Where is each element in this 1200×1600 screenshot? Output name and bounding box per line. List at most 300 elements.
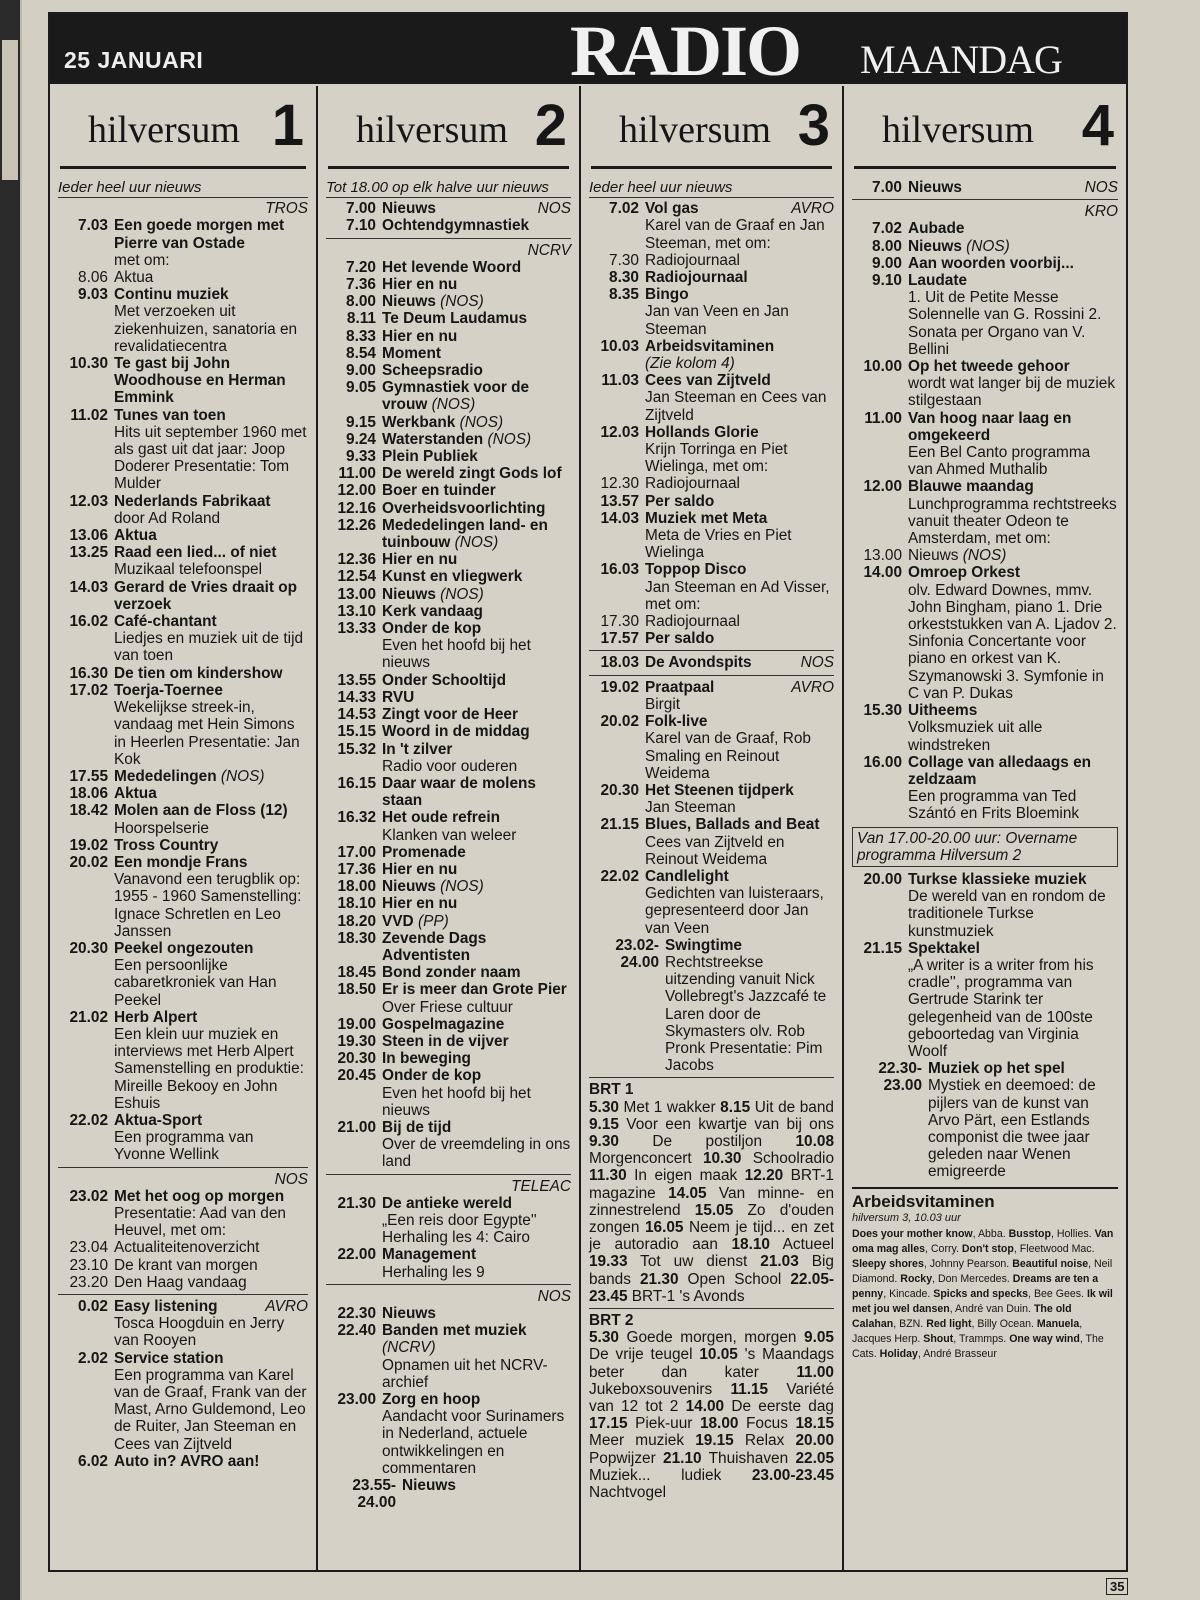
- relay-note: Van 17.00-20.00 uur: Overname programma Hilversum 2: [852, 827, 1118, 867]
- program-title: Toerja-Toernee: [114, 681, 223, 699]
- program-info: [382, 981, 571, 1015]
- program-title-line: [382, 913, 571, 930]
- program-entry: [326, 586, 571, 603]
- program-title: Raad een lied... of niet: [114, 544, 277, 562]
- song-artist: , Trammps.: [953, 1332, 1010, 1345]
- program-title: Hollands Glorie: [645, 423, 759, 441]
- program-info: [382, 1016, 571, 1033]
- program-info: [382, 913, 571, 930]
- program-info: [114, 1112, 308, 1164]
- program-entry: [589, 475, 834, 492]
- program-title: Candlelight: [645, 867, 729, 885]
- program-time: 11.00: [864, 409, 902, 427]
- song-artist: , The Cats.: [852, 1332, 1104, 1360]
- column-header: [591, 86, 832, 169]
- program-broadcaster: (NCRV): [382, 1339, 436, 1357]
- program-entry: [852, 754, 1118, 823]
- brt-program: Tot uw dienst: [627, 1253, 761, 1271]
- program-entry: [58, 682, 308, 768]
- program-time: 14.03: [69, 578, 108, 596]
- program-title: Blauwe maandag: [908, 478, 1034, 496]
- program-title: Nieuws: [402, 1477, 456, 1495]
- program-description: „A writer is a writer from his cradle'', programma van Gertrude Starink ter gelegenheid van de 100ste geboortedag van Virginia Woolf: [908, 956, 1094, 1060]
- song-artist: , Bee Gees.: [1028, 1287, 1087, 1300]
- program-entry: [852, 410, 1118, 479]
- program-entry: [589, 937, 834, 1075]
- program-title-line: [645, 200, 834, 217]
- brt-program: Nachtvogel: [589, 1484, 666, 1502]
- program-entry: [58, 407, 308, 493]
- program-entry: [326, 861, 571, 878]
- program-time: 18.00: [337, 878, 376, 896]
- song-artist: , André van Duin.: [949, 1302, 1034, 1315]
- program-broadcaster: NOS: [800, 654, 834, 672]
- divider: [326, 238, 571, 239]
- program-title: Het Steenen tijdperk: [645, 781, 794, 799]
- program-description: Presentatie: Aad van den Heuvel, met om:: [114, 1204, 286, 1240]
- program-time: 20.30: [337, 1050, 376, 1068]
- divider: [589, 650, 834, 651]
- program-time: 23.20: [69, 1273, 108, 1291]
- program-title: Daar waar de molens staan: [382, 774, 536, 810]
- program-description: Een programma van Karel van de Graaf, Frank van der Mast, Arno Guldemond, Leo de Ruiter, Jan Steeman en Cees van Zijtveld: [114, 1366, 307, 1453]
- program-entry: [58, 1350, 308, 1453]
- program-title: De krant van morgen: [114, 1256, 258, 1274]
- program-title-line: [382, 414, 571, 431]
- brt-time: 9.05: [804, 1329, 834, 1347]
- program-info: [382, 500, 571, 517]
- program-title: Easy listening: [114, 1298, 218, 1315]
- brt2-schedule: [589, 1312, 834, 1501]
- song-title: Rocky: [900, 1272, 933, 1285]
- program-entry: [589, 252, 834, 269]
- program-entry: [58, 1453, 308, 1470]
- radio-guide-page: [48, 12, 1128, 1572]
- program-title: Aubade: [908, 220, 965, 238]
- program-time: 21.00: [337, 1118, 376, 1136]
- program-title: De wereld zingt Gods lof: [382, 465, 562, 483]
- program-title: Per saldo: [645, 630, 715, 648]
- program-title-line: [382, 517, 571, 551]
- program-title-line: [114, 1453, 308, 1470]
- program-info: [645, 654, 834, 671]
- song-title: The old Calahan: [852, 1302, 1072, 1330]
- program-title-line: [645, 561, 834, 578]
- program-entry: [326, 345, 571, 362]
- program-time: 13.25: [69, 544, 108, 562]
- news-note: Ieder heel uur nieuws: [58, 179, 308, 198]
- brt-program: Big bands: [589, 1253, 834, 1288]
- program-time: 7.00: [346, 200, 376, 218]
- program-info: [908, 702, 1118, 754]
- program-time: 18.30: [337, 929, 376, 947]
- program-entry: [326, 809, 571, 843]
- program-info: [645, 561, 834, 613]
- program-description: Hits uit september 1960 met als gast uit dat jaar: Joop Doderer Presentatie: Tom Mulder: [114, 423, 307, 493]
- program-info: [645, 372, 834, 424]
- program-title: Hier en nu: [382, 551, 458, 569]
- program-info: [382, 448, 571, 465]
- program-entry: [58, 665, 308, 682]
- program-entry: [852, 940, 1118, 1060]
- program-entry: [58, 579, 308, 613]
- program-title-line: [908, 255, 1118, 272]
- program-entry: [852, 255, 1118, 272]
- program-broadcaster: (NOS): [220, 767, 265, 785]
- program-title-line: [645, 475, 834, 492]
- program-time: 11.02: [70, 406, 108, 424]
- program-time: 21.15: [863, 939, 902, 957]
- program-entry: [326, 1477, 571, 1511]
- program-info: [382, 293, 571, 310]
- program-description: Jan Steeman: [645, 799, 736, 817]
- program-description: Een Bel Canto programma van Ahmed Muthalib: [908, 444, 1091, 479]
- program-title: Radiojournaal: [645, 251, 740, 269]
- program-title-line: [645, 713, 834, 730]
- brt-program: Thuishaven: [701, 1449, 796, 1467]
- program-info: [114, 940, 308, 1009]
- program-title: Hier en nu: [382, 276, 458, 294]
- program-info: [114, 837, 308, 854]
- program-title: Boer en tuinder: [382, 482, 496, 500]
- program-time: 16.02: [69, 613, 108, 631]
- program-title-line: [908, 564, 1118, 581]
- page-number: 35: [1106, 1578, 1128, 1595]
- program-entry: [326, 895, 571, 912]
- program-entry: [852, 179, 1118, 196]
- program-entry: [58, 355, 308, 407]
- program-entry: [852, 702, 1118, 754]
- program-time: 9.10: [872, 272, 902, 290]
- program-info: [382, 1305, 571, 1322]
- program-entry: [589, 424, 834, 476]
- program-entry: [852, 1060, 1118, 1180]
- song-list: [852, 1227, 1118, 1362]
- brt-program: Focus: [738, 1415, 796, 1433]
- program-entry: [326, 620, 571, 672]
- program-time: 12.16: [337, 499, 376, 517]
- program-title: Tross Country: [114, 836, 219, 854]
- program-time: 15.32: [337, 740, 376, 758]
- program-info: [114, 1298, 308, 1350]
- program-entry: [589, 561, 834, 613]
- program-info: [645, 868, 834, 937]
- program-title-line: [645, 269, 834, 286]
- program-title-line: [382, 895, 571, 912]
- program-title-line: [645, 816, 834, 833]
- song-artist: , André Brasseur: [917, 1347, 997, 1360]
- program-title-line: [645, 679, 834, 696]
- column-header: [328, 86, 569, 169]
- program-title-line: [382, 1322, 571, 1339]
- program-time: 17.36: [337, 860, 376, 878]
- brt-program: Jukeboxsouvenirs: [589, 1380, 731, 1398]
- program-entry: [58, 269, 308, 286]
- program-broadcaster: (NOS): [440, 293, 484, 311]
- program-description: De wereld van en rondom de traditionele Turkse kunstmuziek: [908, 888, 1106, 940]
- program-title: Promenade: [382, 843, 466, 861]
- program-title: Een goede morgen met Pierre van Ostade: [114, 217, 285, 252]
- program-info: [382, 310, 571, 327]
- program-entry: [326, 482, 571, 499]
- program-title-line: [908, 702, 1118, 719]
- program-title: Laudate: [908, 272, 968, 290]
- brt-time: 10.30: [702, 1150, 742, 1168]
- program-time: 10.03: [600, 337, 639, 355]
- program-title-line: [645, 868, 834, 885]
- program-entry: [852, 238, 1118, 255]
- program-entry: [58, 1009, 308, 1112]
- program-description: Gedichten van luisteraars, gepresenteerd door Jan van Veen: [645, 885, 824, 937]
- program-info: [908, 220, 1118, 237]
- program-broadcaster: AVRO: [791, 678, 834, 696]
- program-info: [114, 579, 308, 613]
- program-info: [382, 861, 571, 878]
- brt-program: Variété van 12 tot 2: [589, 1380, 834, 1416]
- program-time: 12.00: [337, 482, 376, 500]
- program-title: Hier en nu: [382, 327, 458, 345]
- program-time: 18.45: [337, 964, 376, 982]
- song-title: One way wind: [1009, 1332, 1080, 1345]
- brt-time: 11.15: [730, 1380, 769, 1398]
- song-title: Does your mother know: [852, 1227, 973, 1240]
- program-entry: [326, 276, 571, 293]
- program-description: Een programma van Yvonne Wellink: [114, 1129, 254, 1164]
- program-entry: [58, 1298, 308, 1350]
- program-title-line: [382, 775, 571, 809]
- song-title: Van oma mag alles: [852, 1227, 1114, 1255]
- program-title: Het levende Woord: [382, 258, 522, 276]
- banner: [50, 11, 1126, 91]
- program-entry: [326, 431, 571, 448]
- program-title: Zingt voor de Heer: [382, 706, 518, 724]
- program-title: RVU: [382, 688, 415, 706]
- program-broadcaster: (NOS): [440, 878, 484, 896]
- brt-program: Met 1 wakker: [618, 1098, 721, 1116]
- brt-time: 5.30: [589, 1329, 619, 1347]
- program-broadcaster: (NOS): [431, 396, 476, 414]
- program-description: „Een reis door Egypte'' Herhaling les 4: Cairo: [382, 1211, 537, 1247]
- program-title-line: [382, 200, 571, 217]
- program-title: Café-chantant: [114, 613, 217, 631]
- program-info: [382, 809, 571, 843]
- program-info: [908, 238, 1118, 255]
- program-title-line: [645, 654, 834, 671]
- song-artist: , Abba.: [972, 1227, 1009, 1240]
- program-entry: [58, 1188, 308, 1240]
- program-title-line: [114, 1350, 308, 1367]
- program-title: Radiojournaal: [645, 269, 748, 287]
- program-title-line: [645, 510, 834, 527]
- program-description: door Ad Roland: [114, 509, 221, 527]
- program-title: De antieke wereld: [382, 1194, 513, 1212]
- program-entry: [852, 547, 1118, 564]
- program-title-line: [908, 410, 1118, 444]
- program-info: [114, 613, 308, 665]
- program-description: Opnamen uit het NCRV-archief: [382, 1356, 548, 1391]
- program-entry: [326, 1033, 571, 1050]
- program-info: [114, 854, 308, 940]
- program-description: Radio voor ouderen: [382, 757, 518, 775]
- program-description: Over de vreemdeling in ons land: [382, 1136, 571, 1171]
- program-entry: [58, 940, 308, 1009]
- brt-program: Actueel: [769, 1236, 834, 1254]
- program-title-line: [908, 478, 1118, 495]
- program-time: 11.00: [338, 465, 376, 483]
- program-time: 15.15: [337, 723, 376, 741]
- program-title-line: [382, 809, 571, 826]
- brt-time: 11.30: [589, 1167, 627, 1185]
- program-title-line: [114, 940, 308, 957]
- program-entry: [589, 816, 834, 868]
- brt-program: Open School: [678, 1270, 791, 1288]
- program-entry: [326, 328, 571, 345]
- program-title: Er is meer dan Grote Pier: [382, 981, 567, 999]
- song-artist: , Johnny Pearson.: [923, 1257, 1013, 1270]
- program-info: [645, 630, 834, 647]
- program-title: Molen aan de Floss (12): [114, 802, 288, 820]
- program-time: 6.02: [78, 1452, 108, 1470]
- program-time: 23.00: [337, 1391, 376, 1409]
- program-title-line: [114, 269, 308, 286]
- program-entry: [326, 981, 571, 1015]
- program-time: 7.30: [609, 251, 639, 269]
- program-time: 16.03: [600, 561, 639, 579]
- program-info: [114, 269, 308, 286]
- program-title: Zorg en hoop: [382, 1391, 481, 1409]
- program-title-line: [114, 1257, 308, 1274]
- program-entry: [58, 1274, 308, 1291]
- program-description: Tosca Hoogduin en Jerry van Rooyen: [114, 1315, 285, 1350]
- program-time: 20.30: [600, 781, 639, 799]
- program-title: Praatpaal: [645, 678, 715, 696]
- program-title: Vol gas: [645, 200, 699, 218]
- program-title-line: [382, 448, 571, 465]
- program-info: [114, 665, 308, 682]
- program-entry: [58, 854, 308, 940]
- program-info: [382, 895, 571, 912]
- program-info: [382, 431, 571, 448]
- program-title: VVD: [382, 912, 414, 930]
- program-time: 7.10: [346, 217, 376, 235]
- program-title-line: [382, 672, 571, 689]
- column-header: [854, 86, 1116, 169]
- program-title-line: [382, 293, 571, 310]
- program-time: 8.11: [346, 310, 376, 328]
- song-title: Busstop: [1008, 1227, 1051, 1240]
- program-title-line: [382, 603, 571, 620]
- program-info: [382, 878, 571, 895]
- program-title-line: [114, 493, 308, 510]
- program-title-line: [645, 630, 834, 647]
- program-title-line: [114, 613, 308, 630]
- program-title-line: [908, 238, 1118, 255]
- program-entry: [326, 706, 571, 723]
- program-info: [382, 465, 571, 482]
- program-description: Aandacht voor Surinamers in Nederland, actuele ontwikkelingen en commentaren: [382, 1408, 565, 1477]
- program-title: Woord in de middag: [382, 723, 530, 741]
- program-time: 14.03: [600, 509, 639, 527]
- program-description: Herhaling les 9: [382, 1263, 485, 1281]
- station-name: hilversum: [882, 109, 1034, 151]
- song-title: Holiday: [879, 1347, 918, 1360]
- program-title-line: [382, 431, 571, 448]
- brt-time: 14.00: [685, 1398, 725, 1416]
- program-entry: [326, 1016, 571, 1033]
- song-title: Manuela: [1036, 1317, 1080, 1330]
- program-title-line: [382, 723, 571, 740]
- program-entry: [58, 217, 308, 269]
- program-title-line: [382, 1067, 571, 1084]
- broadcaster-label: NOS: [274, 1170, 308, 1188]
- program-description: olv. Edward Downes, mmv. John Bingham, piano 1. Drie orkeststukken van A. Ljadov 2. Sinfonia Concertante voor piano en orkest van K. Szymanowski 3. Symfonie in C van P. Dukas: [908, 581, 1117, 702]
- program-info: [382, 1050, 571, 1067]
- program-entry: [326, 603, 571, 620]
- program-entry: [326, 362, 571, 379]
- program-entry: [58, 1239, 308, 1256]
- program-info: [645, 424, 834, 476]
- program-entry: [326, 1067, 571, 1119]
- program-title-line: [114, 217, 308, 251]
- divider: [326, 1174, 571, 1175]
- program-entry: [589, 372, 834, 424]
- program-title-line: [645, 286, 834, 303]
- program-time: 8.00: [346, 293, 376, 311]
- song-artist: , Neil Diamond.: [852, 1257, 1113, 1285]
- song-artist: , Jacques Herp.: [852, 1317, 1083, 1345]
- program-entry: [326, 775, 571, 809]
- program-description: Krijn Torringa en Piet Wielinga, met om:: [645, 441, 788, 476]
- program-time: 13.57: [600, 492, 639, 510]
- brt-time: 16.05: [644, 1218, 684, 1236]
- column-body: [581, 169, 842, 1501]
- program-time: 21.30: [337, 1194, 376, 1212]
- program-broadcaster: NOS: [1084, 179, 1118, 196]
- program-entry: [326, 1322, 571, 1391]
- program-info: [114, 1274, 308, 1291]
- program-title-line: [114, 1009, 308, 1026]
- song-artist: , Hollies.: [1050, 1227, 1095, 1240]
- program-title-line: [382, 741, 571, 758]
- program-title: In 't zilver: [382, 740, 453, 758]
- column-hilversum-1: [50, 86, 316, 1570]
- brt-time: 9.30: [589, 1132, 619, 1150]
- brt-program: Goede morgen, morgen: [618, 1329, 805, 1347]
- program-title-line: [645, 252, 834, 269]
- program-title: Een mondje Frans: [114, 853, 248, 871]
- program-broadcaster: NOS: [537, 200, 571, 218]
- program-title: Gymnastiek voor de vrouw: [382, 379, 530, 414]
- program-title-line: [908, 358, 1118, 375]
- program-entry: [326, 1119, 571, 1171]
- program-title: Nieuws: [382, 200, 436, 218]
- divider: [852, 199, 1118, 200]
- program-time: 14.00: [863, 564, 902, 582]
- program-title-line: [382, 1246, 571, 1263]
- program-time: 18.42: [69, 802, 108, 820]
- program-title-line: [114, 1239, 308, 1256]
- program-entry: [326, 1195, 571, 1247]
- program-time: 7.03: [78, 217, 108, 235]
- program-title-line: [382, 276, 571, 293]
- program-title-line: [645, 782, 834, 799]
- program-info: [645, 252, 834, 269]
- brt-time: 18.15: [795, 1415, 834, 1433]
- program-time: 22.02: [600, 867, 639, 885]
- song-title: Beautiful noise: [1012, 1257, 1089, 1270]
- brt-time: 5.30: [589, 1098, 619, 1116]
- station-name: hilversum: [88, 109, 240, 151]
